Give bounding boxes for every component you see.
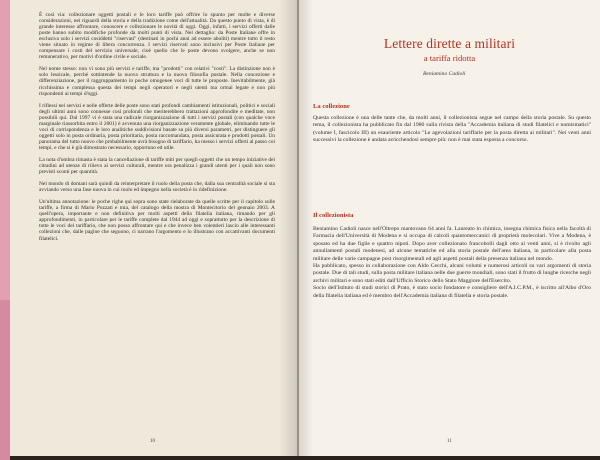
left-paragraph-4: La nota d'ombra rimasta è stata la cancellazione di tariffe miti per quegli oggetti che un tempo iniziative dei cittadini ad utenze di rilievo ai servizi culturali, mentre ora penalizza i grandi utenti per i quali non sono previsti sconti per quantità. bbox=[39, 156, 275, 176]
left-paragraph-6: Un'ultima annotazione: le poche righe qui sopra sono state rielaborate da quelle scritte per il capitolo sulle tariffe, a firma di Mario Pozzati e mia, del catalogo della mostra di Montecitorio del gennaio 2003. A quell'opera, importante e non definitiva per molti aspetti della filatelia italiana, rimando per gli approfondimenti, in particolare per le tariffe complete dal 1944 ad oggi e soprattutto per la descrizione di tutte le voci del tariffario, che non posso affrontare qui e che invece ben volentieri lascio alle interessanti collezioni che, dalle pagine che seguono, ci narrano l'argomento e lo illustrano con accattivanti documenti filatelici. bbox=[39, 199, 275, 242]
gutter-shadow-right bbox=[299, 0, 313, 456]
left-paragraph-5: Nel mondo di domani sarà quindi da reinterpretare il ruolo della posta che, dalla sua centralità sociale si sta avviando verso una fase nuova in cui ruolo ed impegno nella società è in ridefinizione. bbox=[39, 181, 275, 194]
right-page bbox=[299, 0, 600, 456]
section-heading-collector: Il collezionista bbox=[313, 212, 354, 219]
left-paragraph-3: I riflessi nei servizi e nelle offerte delle poste sono stati profondi cambiamenti istituzionali, politici e sociali degli ultimi anni sono connesse così profondi che meriterebbero trattazioni approfondite e meditate, non possibili qui. Dal 1997 vi è stata una radicale riorganizzazione di tutti i servizi postali (con qualche voce marginale riassorbita entro il 2001) è avvenuta una riorganizzazione veramente globale, eliminando tutte le voci di corrispondenza e le loro analitiche suddivisioni basate su più diversi parametri, per distinguere gli oggetti solo in posta ordinaria, posta prioritaria, posta raccomandata, posta assicurata e prodotti postali. Un panorama del tutto nuovo che probabilmente avrà bisogno di tariffario, ha messo i servizi offerti al passo coi tempi, e che si è già dimostrato necessario, opportuno ed utile. bbox=[39, 102, 275, 151]
left-paragraph-1: È così via: collezionare oggetti postali e le loro tariffe può offrire lo spunto per molte e diverse considerazioni, nei riguardi della storia e della tradizione come dell'attualità. Da questo punto di vista, è di grande interesse affrontare, conoscere e collezionare le novità di oggi. Oggi, infatti, i servizi offerti dalle poste hanno subito modifiche profonde da molti punti di vista. Nel dettaglio: da Poste Italiane offre in esclusiva solo i servizi cosiddetti "riservati" (destinati in pochi anni ad essere aboliti) mentre tutto il resto viene situato in regime di libera concorrenza. I servizi riservati sono inclusivi per Poste Italiane per compensare i costi del servizio universale, cioè quello che le poste devono svolgere, anche se non remunerativo, per motivi d'ordine civile e sociale. bbox=[39, 12, 275, 61]
gutter-shadow-left bbox=[279, 0, 297, 456]
collector-paragraph-3: Socio dell'Istituto di studi storici di Prato, è stato socio fondatore e consigliere dell'A.I.C.P.M., è iscritto all'Albo d'Oro della filatelia italiana ed è membro dell'Accademia italiana di filatelia e storia postale. bbox=[313, 285, 591, 299]
collector-paragraph-2: Ha pubblicato, spesso in collaborazione con Aldo Cecchi, alcuni volumi e numerosi articoli su vari argomenti di storia postale. Due di tali studi, sulla posta militare italiana nelle due guerre mondiali, sono stati il frutto di lunghe ricerche negli archivi militari e sono stati editi dall'Ufficio Storico dello Stato Maggiore dell'Esercito. bbox=[313, 263, 591, 284]
book-edge-left-lower bbox=[0, 300, 10, 460]
left-paragraph-2: Nel nome stesso: non vi sono più servizi e tariffe, ma "prodotti" con relativi "costi". La distinzione non è solo lessicale, perché sottintende la nuova struttura e la nuova filosofia postale. Nella concezione e differenziazione, per il raggruppamento in poche omogenee voci di tutte le proposte. Inevitabilmente, già ricchissima e complessa questa dei tempi negli operatori e negli utenti ma ormai legate e non più rispondenti ai tempi d'oggi. bbox=[39, 66, 275, 97]
article-title: Lettere dirette a militari bbox=[383, 36, 516, 51]
collection-paragraph: Questa collezione è una delle tante che, da molti anni, il collezionista segue nel campo della storia postale. Su questo tema, il collezionista ha pubblicato fin dal 1980 sulla rivista della "Accademia italiana di studi filatelici e numismatici" (volume I, fascicolo III) un esauriente articolo "Le agevolazioni tariffarie per la posta diretta ai militari". Nei venti anni successivi la collezione è andata arricchendosi sempre più: non è mai stata esposta a concorso. bbox=[313, 115, 591, 144]
left-page-body bbox=[39, 12, 275, 248]
collector-paragraph-1: Beniamino Cadioli nasce nell'Oltrepo mantovano 64 anni fa. Laureato in chimica, insegna chimica fisica nella facoltà di Farmacia dell'Università di Modena e si occupa di calcoli quantomeccanici di proprietà molecolari. Vive a Modena, è sposato ed ha due figlie e quattro nipoti. Dopo aver collezionato francobolli dagli otto ai venti anni, si è rivolto agli annullamenti postali modenesi, ad alcune tematiche ed alla storia postale dell'area italiana, in particolare alla posta militare delle varie campagne post risorgimentali ed agli aspetti postali della presenza italiana nel mondo. bbox=[313, 226, 591, 262]
section-heading-collection: La collezione bbox=[313, 103, 350, 110]
section-text-collector bbox=[313, 226, 591, 300]
left-page-number: 10 bbox=[150, 439, 155, 444]
section-text-collection bbox=[313, 115, 591, 145]
article-author: Beniamino Cadioli bbox=[423, 71, 466, 77]
right-page-number: 11 bbox=[447, 439, 452, 444]
left-page bbox=[10, 0, 297, 456]
article-subtitle: a tariffa ridotta bbox=[423, 53, 476, 63]
